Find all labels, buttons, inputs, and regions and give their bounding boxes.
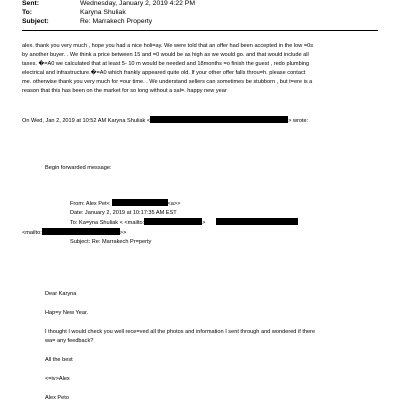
body-line-2: by another buyer. . We think a price between 15 and =0 would be as high as we would go. and that would include all	[22, 52, 309, 58]
reply-prefix: On Wed, Jan 2, 2019 at 10:52 AM Karyna Shuliak <	[22, 118, 151, 124]
fwd-to-suffix: >	[202, 220, 206, 226]
subject-row	[22, 18, 152, 26]
sent-row	[22, 0, 195, 8]
greeting: Dear Karyna	[45, 291, 77, 297]
subject-value: Re: Marrakech Property	[80, 18, 153, 25]
reply-suffix: > wrote:	[288, 118, 309, 124]
fwd-to-prefix: To: Ka=yna Shuliak < <mailto:	[70, 220, 145, 226]
fwd-mailto-suffix: >>	[119, 230, 127, 236]
fwd-mailto-prefix: <mailto:	[22, 230, 42, 236]
to-label: To:	[22, 9, 33, 16]
body-line-5: me. otherwise thank you very much for =our time. . We understand sellers can sometimes be stubborn , but t=ere is a	[22, 79, 313, 85]
reply-line	[22, 116, 308, 126]
redaction-bar	[216, 218, 298, 225]
to-value: Karyna Shuliak	[80, 9, 126, 16]
fwd-to-line	[70, 218, 205, 228]
header-divider	[22, 30, 378, 31]
sent-value: Wednesday, January 2, 2019 4:22 PM	[80, 0, 195, 7]
body-line-6: reason that this has been on the market for so long without a sal=. happy new year	[22, 88, 227, 94]
to-row	[22, 9, 126, 17]
signature-1: <=iv>Alex	[45, 376, 70, 382]
fwd-from-prefix: From: Alex Pet<	[70, 201, 112, 207]
redaction-bar	[144, 218, 202, 225]
redaction-bar	[150, 116, 288, 123]
signature-2: Alex Peto	[45, 395, 69, 401]
fwd-subject-line: Subject: Re: Marrakech Pr=perty	[70, 239, 152, 245]
fwd-from-line	[70, 199, 180, 209]
new-year-line: Hap=y New Year.	[45, 310, 89, 316]
body-line-3: taxes. �=A0 we calculated that at least 5- 10 m would be needed and 18months =o finish the guest , redo plumbing	[22, 61, 310, 67]
subject-label: Subject:	[22, 18, 49, 25]
begin-forwarded: Begin forwarded message:	[45, 165, 112, 171]
body-line-4: electrical and infrastructure.�=A0 which frankly appeared quite old. If your other offer falls throu=h. please contact	[22, 70, 306, 76]
fwd-to-redaction-right	[216, 218, 298, 228]
redaction-bar	[42, 228, 120, 235]
message-line-1: I thought I would check you well rece=ved all the photos and information I sent through and wondered if there	[45, 329, 316, 335]
fwd-from-suffix: <a>>	[167, 201, 181, 207]
fwd-date-line: Date: January 2, 2019 at 10:17:35 AM EST	[70, 210, 177, 216]
sent-label: Sent:	[22, 0, 39, 7]
body-line-1: alex. thank you very much , hope you had a nice holi=ay. We were told that an offer had been accepted in the low =0s	[22, 43, 314, 49]
redaction-bar	[112, 199, 168, 206]
closing: All the best	[45, 357, 73, 363]
fwd-mailto-line	[22, 228, 126, 238]
message-line-2: wa= any feedback?	[45, 338, 94, 344]
